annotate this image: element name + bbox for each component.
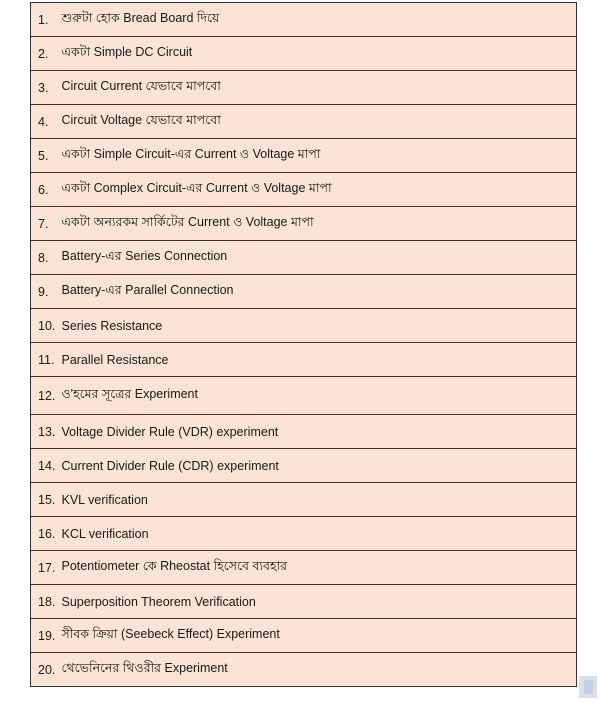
experiment-list-table [30,2,577,687]
list-item-13 [31,415,576,449]
item-number: 19. [38,628,56,643]
item-text: সীবক ক্রিয়া (Seebeck Effect) Experiment [61,626,280,641]
item-text: Potentiometer কে Rheostat হিসেবে ব্যবহার [61,558,288,573]
item-number: 12. [38,388,56,403]
list-item-10 [31,309,576,343]
item-number: 20. [38,662,56,677]
item-number: 11. [38,352,55,367]
item-text: KCL verification [61,526,149,541]
list-item-19 [31,619,576,653]
item-number: 5. [38,148,49,163]
item-text: Circuit Voltage যেভাবে মাপবো [61,112,221,127]
item-number: 8. [38,250,49,265]
item-number: 15. [38,492,56,507]
item-number: 6. [38,182,49,197]
list-item-2 [31,37,576,71]
item-number: 17. [38,560,56,575]
item-number: 14. [38,458,56,473]
item-text: KVL verification [61,492,148,507]
list-item-7 [31,207,576,241]
item-text: একটা অন্যরকম সার্কিটের Current ও Voltage মাপা [61,214,314,229]
item-number: 13. [38,424,56,439]
item-number: 3. [38,80,49,95]
list-item-18 [31,585,576,619]
item-text: Battery-এর Series Connection [61,248,228,263]
item-number: 10. [38,318,56,333]
list-item-9 [31,275,576,309]
list-item-6 [31,173,576,207]
item-text: Series Resistance [61,318,163,333]
list-item-16 [31,517,576,551]
item-text: ও'হমের সূত্রের Experiment [61,386,198,401]
list-item-3 [31,71,576,105]
list-item-17 [31,551,576,585]
item-number: 16. [38,526,56,541]
item-text: Current Divider Rule (CDR) experiment [61,458,279,473]
page-corner-mark [579,676,597,698]
item-text: Parallel Resistance [61,352,169,367]
list-item-11 [31,343,576,377]
list-item-12 [31,377,576,415]
list-item-20 [31,653,576,687]
item-text: একটা Complex Circuit-এর Current ও Voltage মাপা [61,180,332,195]
item-number: 2. [38,46,49,61]
item-number: 18. [38,594,56,609]
item-text: শুরুটা হোক Bread Board দিয়ে [61,10,220,25]
list-item-14 [31,449,576,483]
list-item-4 [31,105,576,139]
item-text: Voltage Divider Rule (VDR) experiment [61,424,279,439]
list-item-8 [31,241,576,275]
item-number: 7. [38,216,49,231]
item-text: একটা Simple DC Circuit [61,44,193,59]
item-text: থেভেনিনের থিওরীর Experiment [61,660,228,675]
item-number: 4. [38,114,49,129]
item-number: 9. [38,284,49,299]
item-text: Superposition Theorem Verification [61,594,256,609]
list-item-1 [31,3,576,37]
item-text: Circuit Current যেভাবে মাপবো [61,78,221,93]
list-item-15 [31,483,576,517]
item-text: Battery-এর Parallel Connection [61,282,234,297]
list-item-5 [31,139,576,173]
item-text: একটা Simple Circuit-এর Current ও Voltage মাপা [61,146,321,161]
item-number: 1. [38,12,49,27]
